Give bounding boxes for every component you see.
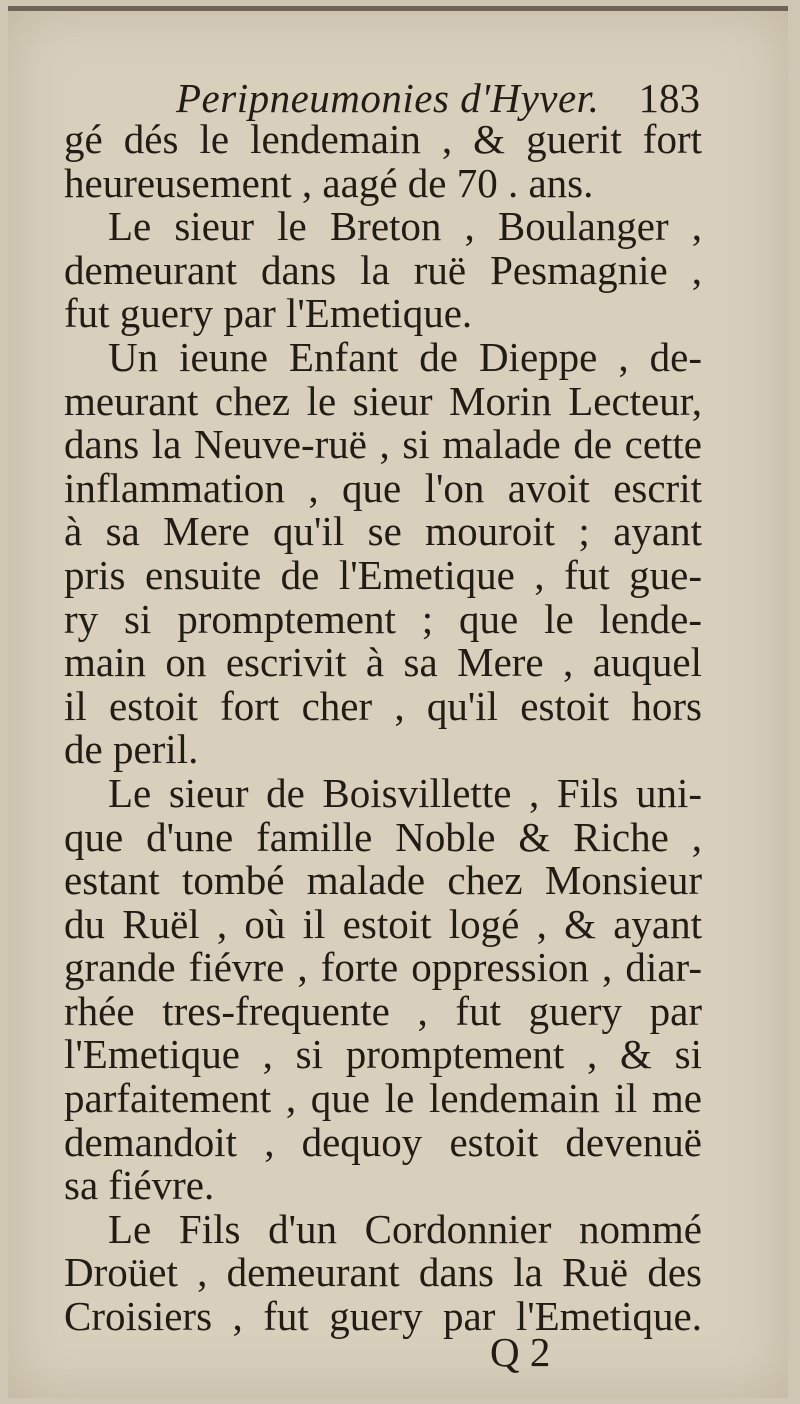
page-number: 183 — [638, 75, 700, 121]
text-line: ry si promptement ; que le lende- — [64, 595, 702, 642]
text-line: Croisiers , fut guery par l'Emetique. — [64, 1293, 702, 1340]
text-line: demeurant dans la ruë Pesmagnie , — [64, 246, 702, 293]
text-line: Le sieur de Boisvillette , Fils uni- — [108, 769, 702, 816]
text-line: inflammation , que l'on avoit escrit — [64, 464, 702, 511]
text-line: Le sieur le Breton , Boulanger , — [108, 203, 702, 250]
running-title: Peripneumonies d'Hyver. — [176, 75, 600, 121]
text-line: dans la Neuve-ruë , si malade de cette — [64, 421, 702, 468]
text-line: fut guery par l'Emetique. — [64, 290, 473, 337]
text-line: que d'une famille Noble & Riche , — [64, 813, 702, 860]
page-top-edge — [8, 6, 788, 11]
body-text — [64, 118, 702, 1339]
text-line: meurant chez le sieur Morin Lecteur, — [64, 377, 702, 424]
text-line: heureusement , aagé de 70 . ans. — [64, 159, 594, 206]
signature-mark: Q 2 — [490, 1329, 551, 1375]
book-page — [8, 6, 788, 1398]
text-line: grande fiévre , forte oppression , diar- — [64, 944, 702, 991]
text-line: Droüet , demeurant dans la Ruë des — [64, 1249, 702, 1296]
text-line: à sa Mere qu'il se mouroit ; ayant — [64, 508, 702, 555]
text-line: rhée tres-frequente , fut guery par — [64, 987, 702, 1034]
text-line: gé dés le lendemain , & guerit fort — [64, 116, 702, 162]
text-line: pris ensuite de l'Emetique , fut gue- — [64, 551, 702, 598]
text-line: Le Fils d'un Cordonnier nommé — [108, 1205, 702, 1252]
text-line: du Ruël , où il estoit logé , & ayant — [64, 900, 702, 947]
text-line: il estoit fort cher , qu'il estoit hors — [64, 682, 702, 729]
text-line: de peril. — [64, 726, 199, 773]
text-line: estant tombé malade chez Monsieur — [64, 857, 702, 904]
text-line: main on escrivit à sa Mere , auquel — [64, 639, 702, 686]
text-line: l'Emetique , si promptement , & si — [64, 1031, 702, 1078]
text-line: demandoit , dequoy estoit devenuë — [64, 1118, 702, 1165]
text-line: Un ieune Enfant de Dieppe , de- — [108, 333, 702, 380]
text-line: parfaitement , que le lendemain il me — [64, 1075, 702, 1122]
text-line: sa fiévre. — [64, 1162, 215, 1209]
